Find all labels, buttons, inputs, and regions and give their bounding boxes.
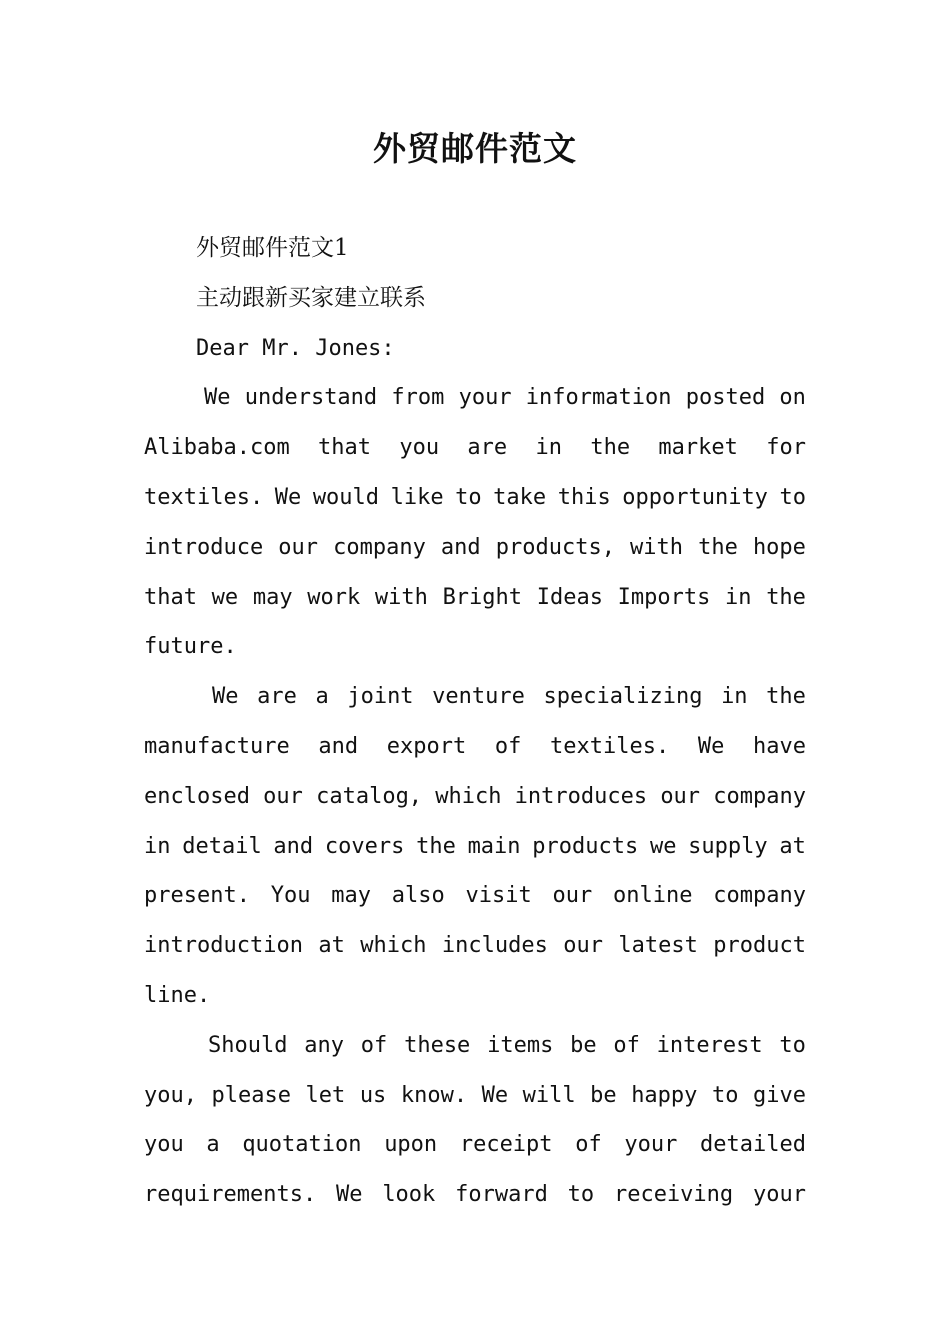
word: your bbox=[458, 385, 512, 411]
word: a bbox=[315, 684, 329, 710]
word: Should bbox=[208, 1032, 288, 1058]
salutation: Dear Mr. Jones: bbox=[196, 335, 395, 361]
word: at bbox=[318, 933, 345, 959]
word: supply bbox=[688, 833, 768, 859]
word: like bbox=[390, 484, 444, 510]
word: take bbox=[493, 484, 547, 510]
paragraph-line bbox=[144, 921, 806, 971]
word: market bbox=[658, 435, 738, 461]
word: your bbox=[624, 1132, 678, 1158]
word: these bbox=[404, 1032, 471, 1058]
section-heading: 外贸邮件范文1 bbox=[196, 235, 349, 261]
word: be bbox=[590, 1082, 617, 1108]
word: understand bbox=[244, 385, 378, 411]
word: receipt bbox=[459, 1132, 553, 1158]
word: may bbox=[252, 584, 293, 610]
word: enclosed bbox=[144, 783, 250, 809]
word: of bbox=[494, 733, 522, 759]
word: You bbox=[270, 883, 311, 909]
word: the bbox=[590, 435, 631, 461]
word: posted bbox=[685, 385, 766, 411]
word: the bbox=[698, 534, 738, 560]
word: which bbox=[435, 783, 502, 809]
word: a bbox=[206, 1132, 220, 1158]
word: company bbox=[713, 883, 806, 909]
paragraph-line bbox=[144, 1170, 806, 1220]
word: the bbox=[766, 584, 806, 610]
word: that bbox=[144, 584, 197, 610]
word: in bbox=[144, 833, 171, 859]
word: to bbox=[779, 1032, 806, 1058]
word: in bbox=[721, 684, 748, 710]
word: also bbox=[391, 883, 445, 909]
word: We bbox=[274, 484, 302, 510]
word: please bbox=[211, 1082, 291, 1108]
word: products bbox=[532, 833, 639, 859]
word: and bbox=[273, 833, 314, 859]
word: know. bbox=[400, 1082, 468, 1108]
word: joint bbox=[347, 684, 414, 710]
word: opportunity bbox=[622, 484, 768, 510]
word: Bright bbox=[442, 584, 523, 610]
word: our bbox=[263, 783, 303, 809]
word: look bbox=[382, 1182, 436, 1208]
word: forward bbox=[455, 1182, 548, 1208]
word: with bbox=[374, 584, 428, 610]
word: for bbox=[766, 435, 806, 461]
word: to bbox=[779, 484, 806, 510]
word: introduction bbox=[144, 933, 303, 959]
word: to bbox=[455, 484, 482, 510]
word: Ideas bbox=[536, 584, 603, 610]
word: company bbox=[333, 534, 426, 560]
word: our bbox=[552, 883, 593, 909]
word: have bbox=[753, 733, 806, 759]
word: company bbox=[713, 783, 806, 809]
word: your bbox=[752, 1182, 806, 1208]
page-title: 外贸邮件范文 bbox=[373, 129, 577, 168]
paragraph-line bbox=[144, 573, 806, 623]
word: products, bbox=[495, 534, 615, 560]
word: are bbox=[467, 435, 508, 461]
word: present. bbox=[144, 883, 250, 909]
word: give bbox=[752, 1082, 806, 1108]
paragraph-1 bbox=[144, 373, 806, 672]
paragraph-line: future. bbox=[144, 634, 237, 660]
word: the bbox=[766, 684, 806, 710]
word: any bbox=[304, 1032, 345, 1058]
word: work bbox=[307, 584, 361, 610]
word: online bbox=[613, 883, 693, 909]
word: product bbox=[713, 933, 806, 959]
word: specializing bbox=[543, 684, 703, 710]
word: of bbox=[613, 1032, 640, 1058]
word: let bbox=[305, 1082, 346, 1108]
word: our bbox=[563, 933, 603, 959]
word: would bbox=[312, 484, 380, 510]
word: and bbox=[440, 534, 481, 560]
word: that bbox=[318, 435, 372, 461]
word: visit bbox=[465, 883, 532, 909]
word: our bbox=[278, 534, 319, 560]
word: textiles. bbox=[144, 484, 264, 510]
word: information bbox=[525, 385, 672, 411]
word: to bbox=[711, 1082, 739, 1108]
paragraph-3 bbox=[144, 1021, 806, 1220]
word: we bbox=[649, 833, 677, 859]
word: the bbox=[416, 833, 456, 859]
word: We bbox=[481, 1082, 509, 1108]
word: from bbox=[391, 385, 445, 411]
word: detailed bbox=[700, 1132, 806, 1158]
word: introduce bbox=[144, 534, 264, 560]
word: with bbox=[630, 534, 684, 560]
word: you bbox=[144, 1132, 184, 1158]
word: may bbox=[331, 883, 371, 909]
word: items bbox=[487, 1032, 554, 1058]
word: We bbox=[697, 733, 725, 759]
paragraph-line bbox=[144, 373, 806, 423]
paragraph-line: line. bbox=[144, 982, 211, 1008]
paragraph-line bbox=[144, 423, 806, 473]
paragraph-line bbox=[144, 871, 806, 921]
word: upon bbox=[384, 1132, 438, 1158]
document-body bbox=[144, 224, 806, 1220]
paragraph-line bbox=[144, 772, 806, 822]
word: this bbox=[557, 484, 611, 510]
word: of bbox=[360, 1032, 388, 1058]
word: catalog, bbox=[316, 783, 423, 809]
word: and bbox=[318, 733, 359, 759]
word: introduces bbox=[514, 783, 648, 809]
paragraph-line bbox=[144, 822, 806, 872]
word: which bbox=[360, 933, 427, 959]
paragraph-line bbox=[144, 1071, 806, 1121]
section-subheading: 主动跟新买家建立联系 bbox=[196, 284, 426, 311]
word: covers bbox=[324, 833, 405, 859]
word: hope bbox=[752, 534, 806, 560]
word: Imports bbox=[617, 584, 711, 610]
word: Alibaba.com bbox=[144, 435, 290, 461]
word: includes bbox=[441, 933, 548, 959]
word: detail bbox=[182, 833, 262, 859]
word: receiving bbox=[613, 1182, 734, 1208]
word: to bbox=[567, 1182, 595, 1208]
word: happy bbox=[631, 1082, 698, 1108]
paragraph-line bbox=[144, 1120, 806, 1170]
word: at bbox=[779, 833, 806, 859]
word: we bbox=[211, 584, 239, 610]
paragraph-line bbox=[144, 473, 806, 523]
word: of bbox=[575, 1132, 602, 1158]
word: latest bbox=[618, 933, 698, 959]
word: you, bbox=[144, 1082, 197, 1108]
word: interest bbox=[656, 1032, 763, 1058]
paragraph-2 bbox=[144, 672, 806, 1021]
word: We bbox=[204, 385, 231, 411]
word: We bbox=[212, 684, 239, 710]
paragraph-line bbox=[144, 722, 806, 772]
word: will bbox=[522, 1082, 576, 1108]
word: main bbox=[467, 833, 521, 859]
word: export bbox=[386, 733, 467, 759]
word: quotation bbox=[242, 1132, 362, 1158]
word: are bbox=[257, 684, 297, 710]
paragraph-line bbox=[144, 523, 806, 573]
word: on bbox=[779, 385, 806, 411]
word: textiles. bbox=[550, 733, 670, 759]
word: venture bbox=[432, 684, 525, 710]
word: be bbox=[570, 1032, 597, 1058]
paragraph-line bbox=[144, 672, 806, 722]
word: us bbox=[359, 1082, 387, 1108]
word: requirements. bbox=[144, 1182, 317, 1208]
word: We bbox=[336, 1182, 363, 1208]
word: in bbox=[535, 435, 562, 461]
word: our bbox=[660, 783, 701, 809]
word: manufacture bbox=[144, 733, 290, 759]
word: in bbox=[725, 584, 752, 610]
paragraph-line bbox=[144, 1021, 806, 1071]
word: you bbox=[399, 435, 440, 461]
